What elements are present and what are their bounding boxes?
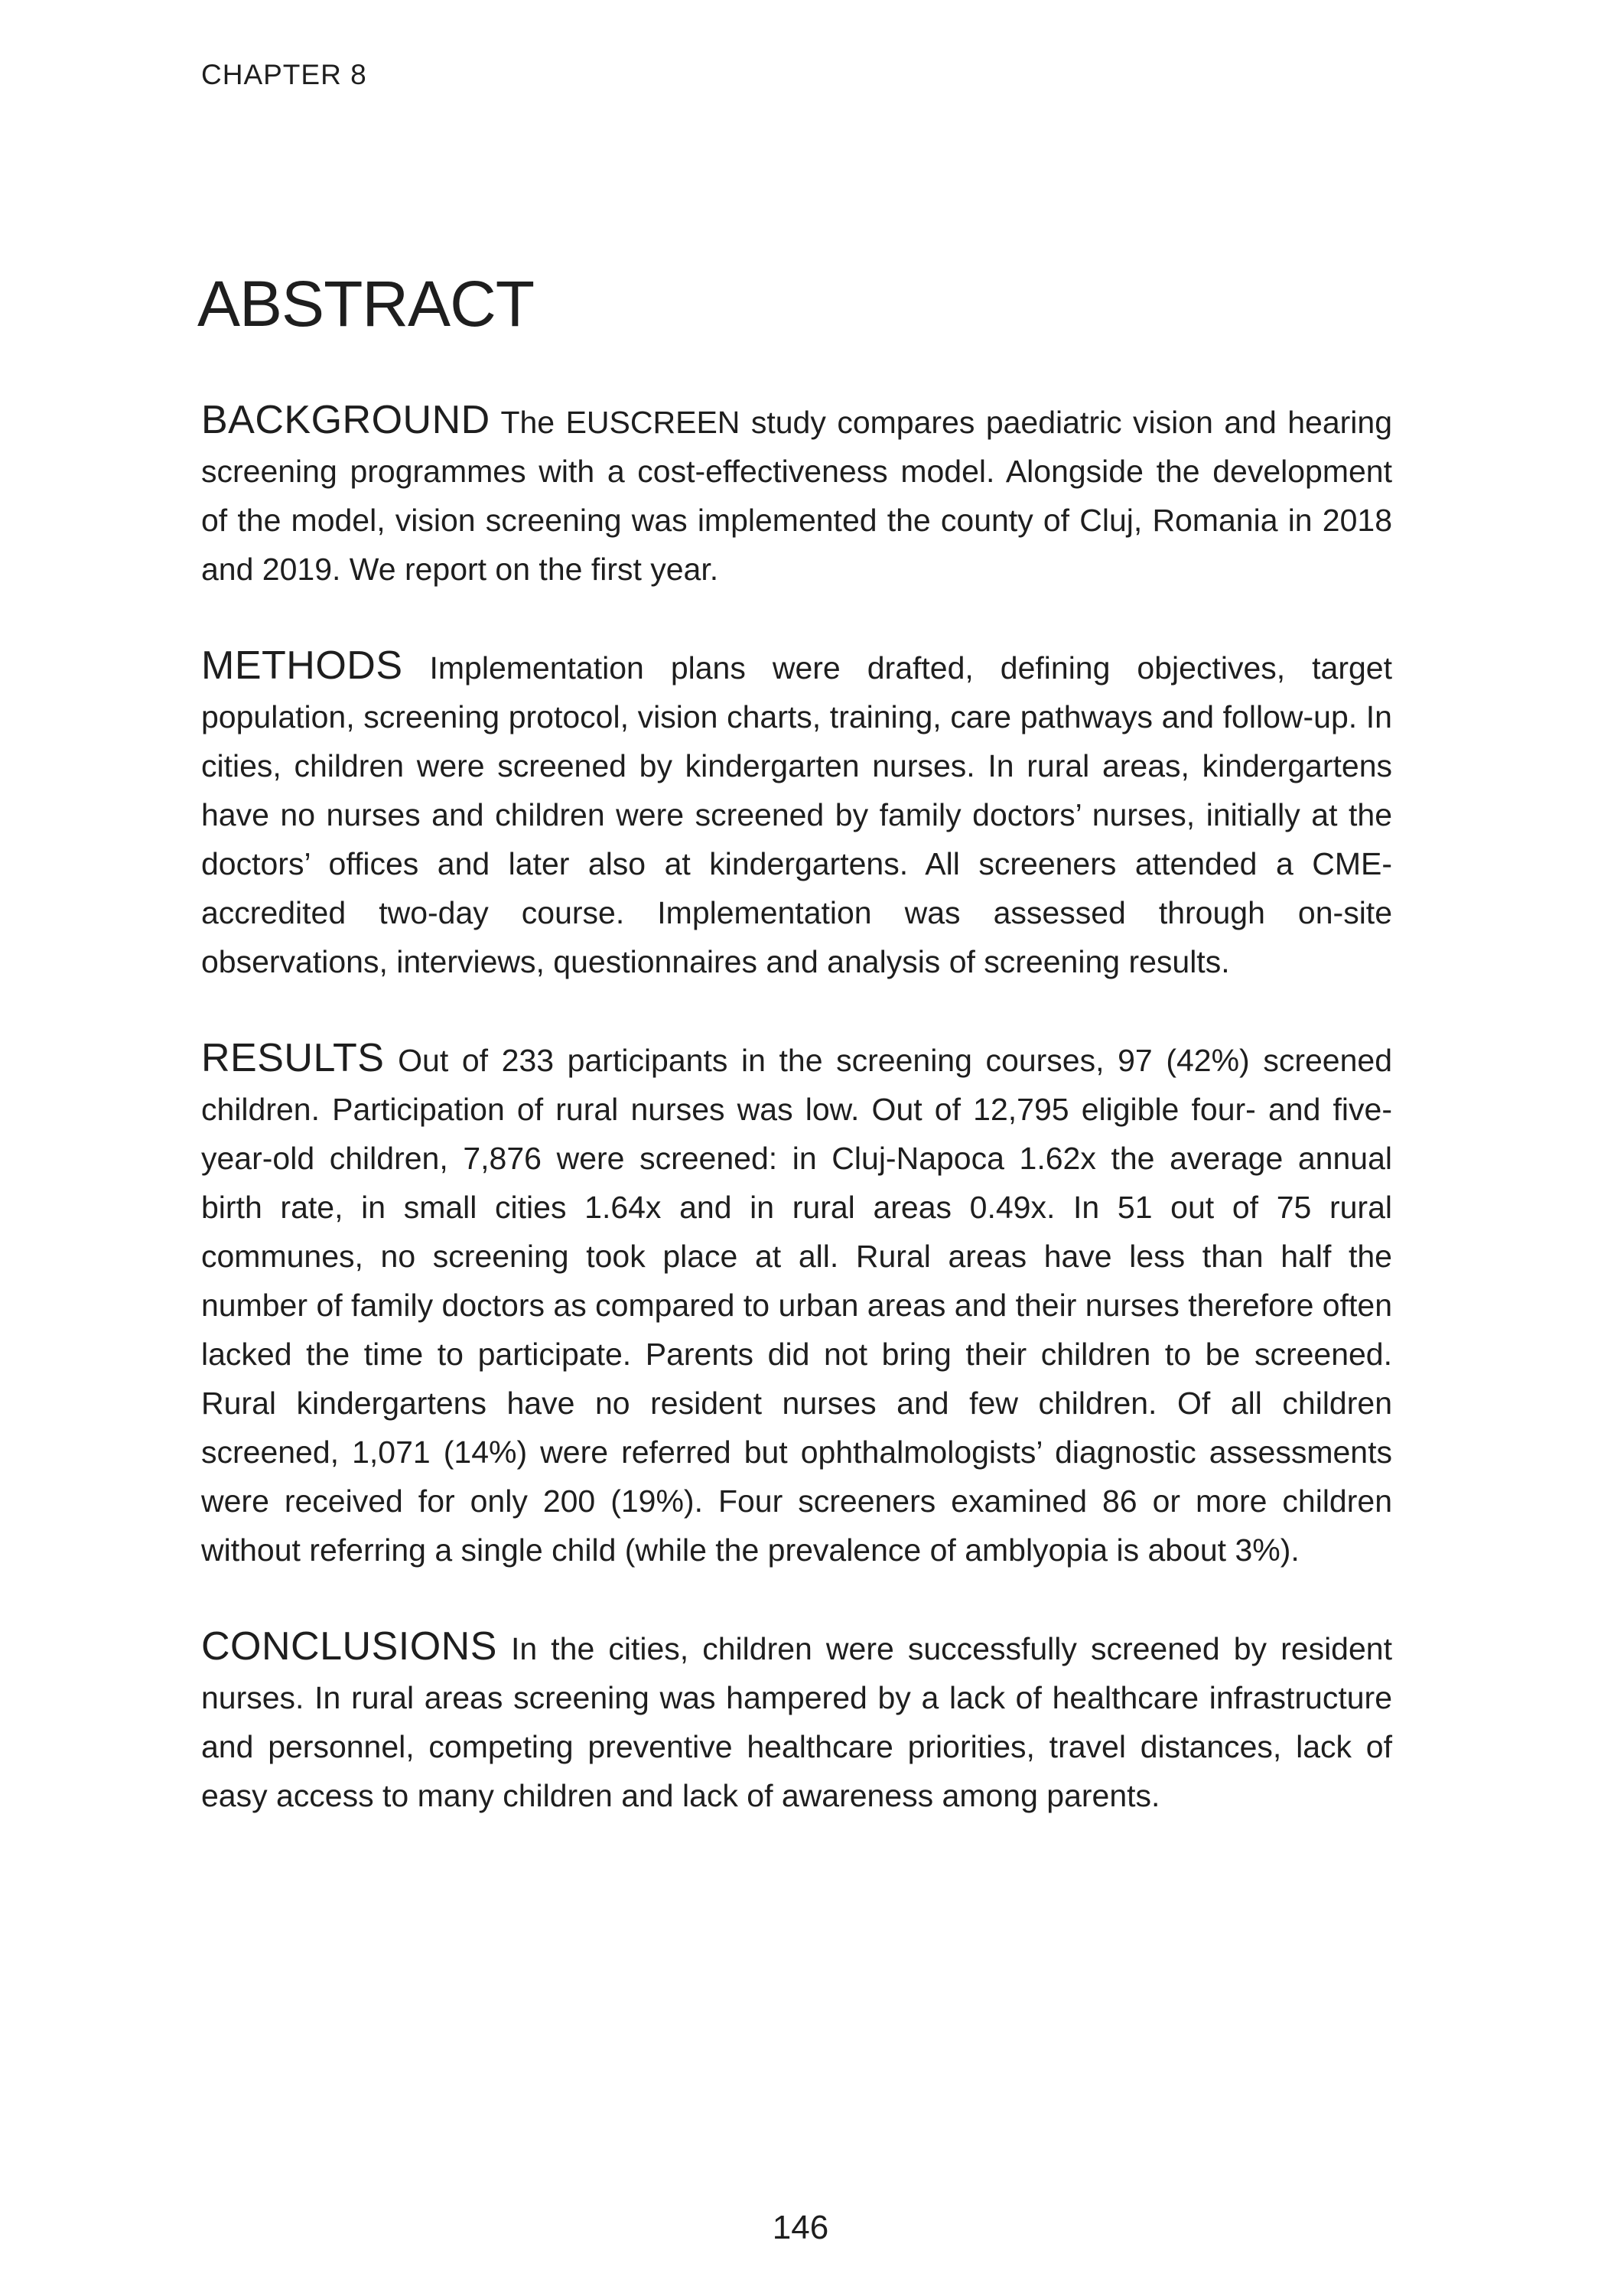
section-text-background: The EUSCREEN study compares paediatric vision and hearing screening programmes with a cost-effectiveness model. Alongside the development of the model, vision screening was implemented the county of Cluj, Romania in 2018 and 2019. We report on the first year.: [201, 405, 1392, 587]
section-text-methods: Implementation plans were drafted, defining objectives, target population, screening protocol, vision charts, training, care pathways and follow-up. In cities, children were screened by kindergarten nurses. In rural areas, kindergartens have no nurses and children were screened by family doctors’ nurses, initially at the doctors’ offices and later also at kindergartens. All screeners attended a CME-accredited two-day course. Implementation was assessed through on-site observations, interviews, questionnaires and analysis of screening results.: [201, 650, 1392, 979]
abstract-body: [201, 396, 1392, 1820]
section-label-background: BACKGROUND: [201, 398, 490, 442]
paragraph-methods: [201, 641, 1392, 986]
section-label-results: RESULTS: [201, 1036, 385, 1080]
page-number: 146: [772, 2209, 829, 2246]
section-text-results: Out of 233 participants in the screening courses, 97 (42%) screened children. Participation of rural nurses was low. Out of 12,795 eligible four- and five-year-old children, 7,876 were screened: in Cluj-Napoca 1.62x the average annual birth rate, in small cities 1.64x and in rural areas 0.49x. In 51 out of 75 rural communes, no screening took place at all. Rural areas have less than half the number of family doctors as compared to urban areas and their nurses therefore often lacked the time to participate. Parents did not bring their children to be screened. Rural kindergartens have no resident nurses and few children. Of all children screened, 1,071 (14%) were referred but ophthalmologists’ diagnostic assessments were received for only 200 (19%). Four screeners examined 86 or more children without referring a single child (while the prevalence of amblyopia is about 3%).: [201, 1043, 1392, 1568]
chapter-label: CHAPTER 8: [201, 59, 367, 90]
section-text-conclusions: In the cities, children were successfully screened by resident nurses. In rural areas screening was hampered by a lack of healthcare infrastructure and personnel, competing preventive healthcare priorities, travel distances, lack of easy access to many children and lack of awareness among parents.: [201, 1631, 1392, 1813]
section-label-methods: METHODS: [201, 643, 403, 688]
section-label-conclusions: CONCLUSIONS: [201, 1624, 497, 1669]
page-title: ABSTRACT: [197, 268, 535, 340]
paragraph-conclusions: [201, 1622, 1392, 1820]
paragraph-background: [201, 396, 1392, 594]
paragraph-results: [201, 1034, 1392, 1575]
